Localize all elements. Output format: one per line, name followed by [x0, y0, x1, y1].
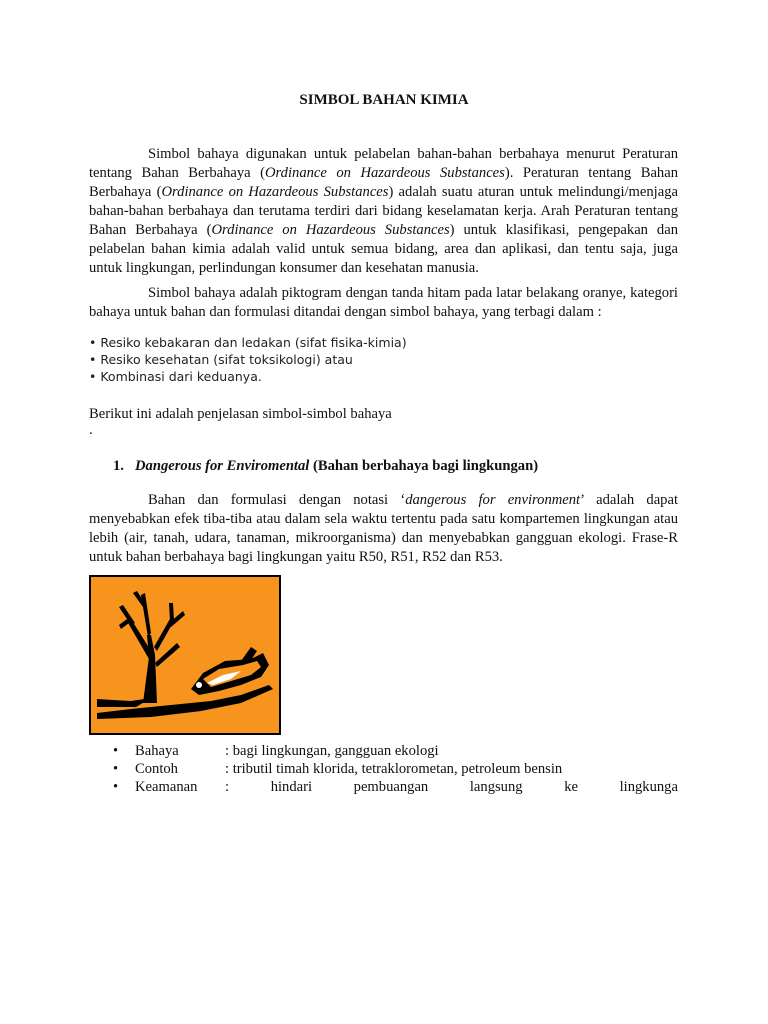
text-run: ’ adalah dapat menyebabkan efek tiba-tiba atau dalam sela waktu tertentu pada satu kompartemen lingkungan atau lebih (air, tanah, udara, tanaman, mikroorganisma) dan menyebabkan gangguan ekologi. Frase-R untuk bahan berbahaya bagi lingkungan yaitu R50, R51, R52 dan R53. — [89, 492, 678, 565]
section-paragraph — [89, 491, 678, 567]
list-item: • Resiko kesehatan (sifat toksikologi) atau — [89, 352, 353, 367]
list-item — [113, 760, 678, 778]
bullet: • — [113, 743, 119, 759]
text-run: Bahan dan formulasi dengan notasi ‘ — [148, 492, 406, 508]
detail-value — [225, 778, 678, 797]
bullet: • — [113, 761, 119, 777]
intro-paragraph — [89, 145, 678, 278]
hazard-category-list — [89, 334, 407, 385]
text-run: ). Peraturan tentang Bahan Berbahaya ( — [89, 165, 678, 200]
pictogram-paragraph: Simbol bahaya adalah piktogram dengan tanda hitam pada latar belakang oranye, kategori bahaya untuk bahan dan formulasi ditandai dengan simbol bahaya, yang terbagi dalam : — [89, 285, 678, 320]
word: : — [225, 779, 230, 795]
list-item: • Kombinasi dari keduanya. — [89, 369, 262, 384]
section-title-en: Dangerous for Enviromental — [135, 458, 310, 474]
section-title-id: (Bahan berbahaya bagi lingkungan) — [309, 458, 539, 474]
word: hindari — [270, 779, 313, 795]
detail-key: Keamanan — [135, 779, 198, 795]
italic-term: Ordinance on Hazardeous Substances — [211, 222, 450, 238]
word: langsung — [469, 779, 523, 795]
italic-term: dangerous for environment — [405, 492, 581, 508]
list-item — [113, 742, 678, 760]
detail-value: : tributil timah klorida, tetraklorometan, petroleum bensin — [225, 761, 563, 777]
word: ke — [564, 779, 578, 795]
hazard-detail-list — [113, 742, 678, 796]
section-number: 1. — [113, 458, 124, 474]
symbols-intro-text: Berikut ini adalah penjelasan simbol-simbol bahaya — [89, 406, 392, 422]
italic-term: Ordinance on Hazardeous Substances — [161, 184, 389, 200]
word: lingkunga — [619, 779, 678, 795]
italic-term: Ordinance on Hazardeous Substances — [265, 165, 505, 181]
text-run: Simbol bahaya digunakan untuk pelabelan bahan-bahan berbahaya menurut Peraturan tentang Bahan Berbahaya ( — [89, 146, 678, 181]
text-run: ) untuk klasifikasi, pengepakan dan pelabelan bahan kimia adalah valid untuk semua bidang, area dan aplikasi, dan tentu saja, juga untuk lingkungan, perlindungan konsumer dan kesehatan manusia. — [89, 222, 679, 276]
bullet: • — [113, 779, 119, 795]
list-item: • Resiko kebakaran dan ledakan (sifat fisika-kimia) — [89, 335, 407, 350]
environment-hazard-symbol — [89, 575, 281, 735]
detail-key: Bahaya — [135, 743, 179, 759]
dead-tree-dead-fish-icon — [91, 577, 279, 733]
word: pembuangan — [353, 779, 429, 795]
text-run: ) adalah suatu aturan untuk melindungi/menjaga bahan-bahan berbahaya dan terutama terdiri dari bidang keselamatan kerja. Arah Peraturan tentang Bahan Berbahaya ( — [89, 184, 678, 238]
list-item — [113, 778, 678, 796]
detail-key: Contoh — [135, 761, 178, 777]
page-title: SIMBOL BAHAN KIMIA — [299, 92, 469, 108]
stray-dot: . — [89, 422, 93, 438]
section-heading — [113, 457, 538, 476]
detail-value: : bagi lingkungan, gangguan ekologi — [225, 743, 439, 759]
